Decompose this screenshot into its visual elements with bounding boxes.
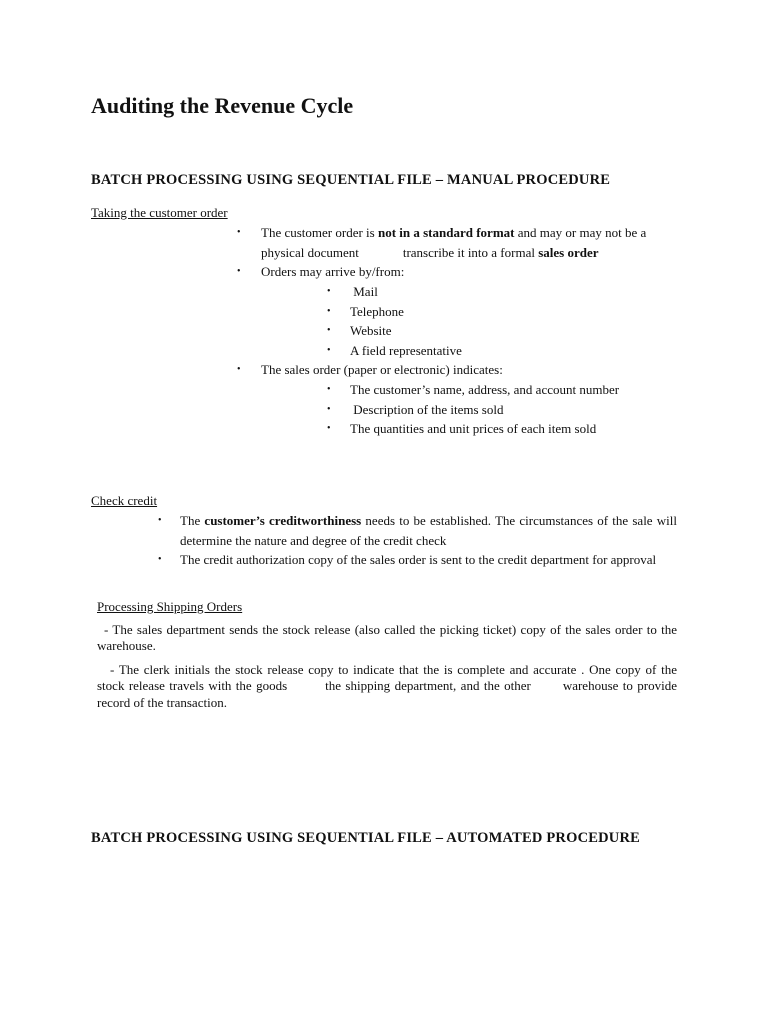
bullet-icon: •	[237, 364, 241, 375]
list-item: • The sales order (paper or electronic) indicates:	[261, 360, 503, 380]
list-item: physical document transcribe it into a formal sales order	[261, 244, 599, 260]
bullet-icon: •	[237, 227, 241, 238]
bullet-icon: •	[237, 266, 241, 278]
list-item: • Telephone	[350, 302, 462, 322]
bullet-icon: •	[327, 325, 331, 337]
shipping-paragraph-1: - The sales department sends the stock release (also called the picking ticket) copy of the sales order to the warehouse.	[97, 622, 677, 654]
order-bullets	[237, 223, 647, 282]
indicates-list	[327, 380, 620, 439]
bullet-icon: •	[158, 515, 162, 526]
list-item: • Mail	[350, 282, 462, 302]
bullet-icon: •	[327, 423, 331, 435]
bullet-icon: •	[327, 286, 331, 297]
section-heading-automated: BATCH PROCESSING USING SEQUENTIAL FILE – AUTOMATED PROCEDURE	[91, 830, 641, 846]
list-item: • A field representative	[350, 341, 462, 361]
sources-list	[327, 282, 462, 360]
sales-order-bullets	[237, 360, 503, 380]
list-item: • The quantities and unit prices of each item sold	[350, 419, 619, 439]
subheading-taking-order: Taking the customer order	[91, 205, 228, 220]
bullet-icon: •	[158, 554, 162, 566]
list-item: • Description of the items sold	[350, 400, 619, 420]
list-item: • Website	[350, 321, 462, 341]
bullet-icon: •	[327, 344, 331, 356]
bullet-icon: •	[327, 403, 331, 415]
subheading-check-credit: Check credit	[91, 493, 158, 508]
list-item: • The customer’s name, address, and account number	[350, 380, 619, 400]
section-heading-manual: BATCH PROCESSING USING SEQUENTIAL FILE – MANUAL PROCEDURE	[91, 172, 611, 188]
document-title: Auditing the Revenue Cycle	[91, 93, 354, 118]
list-item: • The customer order is not in a standard format and may or may not be a	[261, 223, 646, 243]
list-item: • The credit authorization copy of the sales order is sent to the credit department for approval	[180, 550, 677, 570]
shipping-paragraph-2: - The clerk initials the stock release copy to indicate that the is complete and accurate . One copy of the stock release travels with the goods the shipping department, and the other warehouse to provide record of the transaction.	[97, 662, 677, 710]
list-item: • The customer’s creditworthiness needs to be established. The circumstances of the sale will determine the nature and degree of the credit check	[158, 513, 677, 548]
bullet-icon: •	[327, 384, 331, 395]
bullet-icon: •	[327, 305, 331, 317]
list-item: • Orders may arrive by/from:	[261, 262, 646, 282]
credit-bullets	[158, 511, 677, 570]
subheading-shipping: Processing Shipping Orders	[97, 599, 243, 614]
